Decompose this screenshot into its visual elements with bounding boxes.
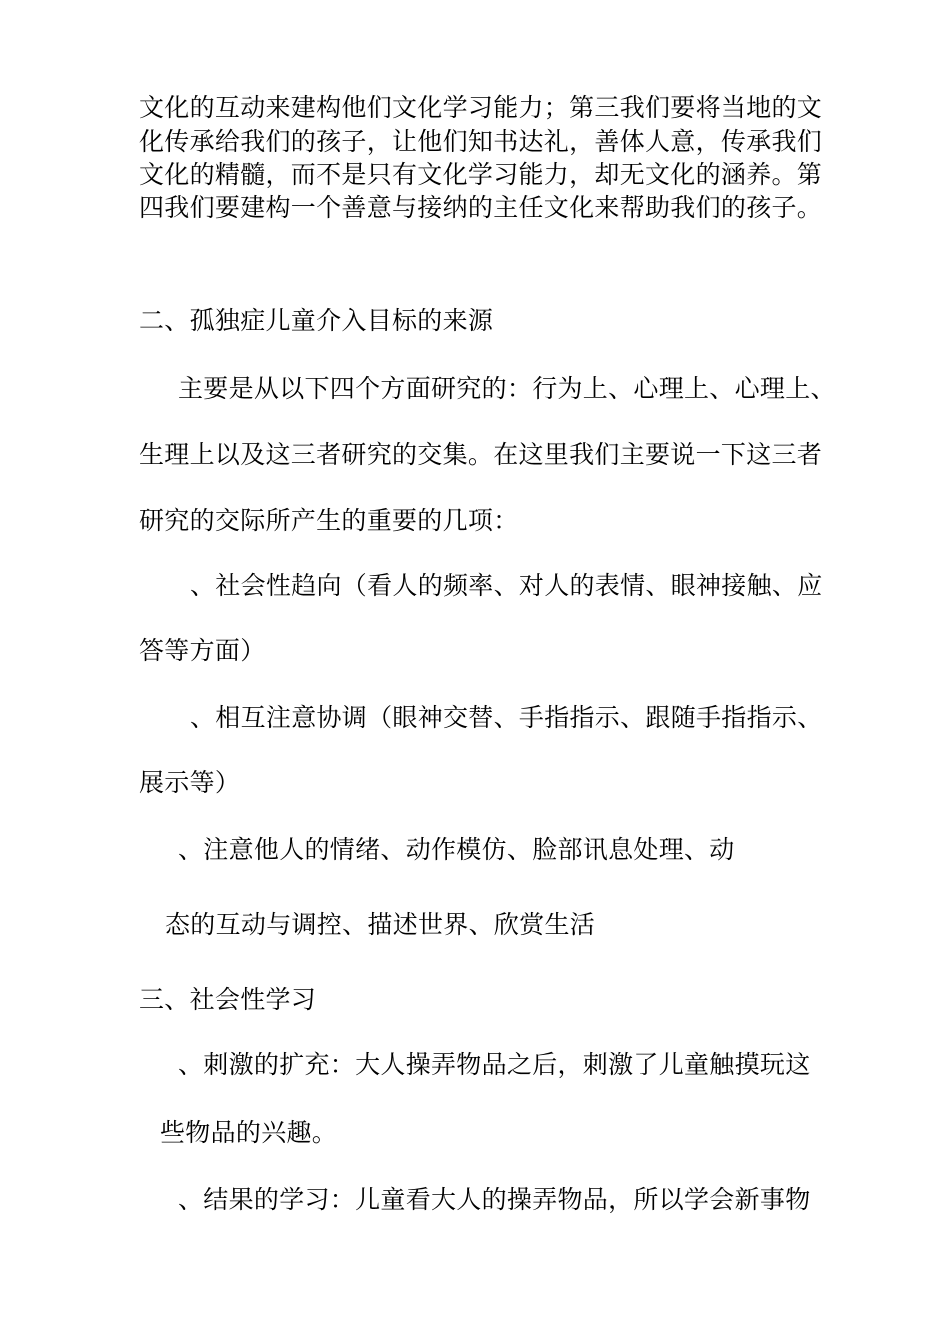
intro-line: 文化的互动来建构他们文化学习能力；第三我们要将当地的文 bbox=[139, 93, 823, 122]
list-item-line: 、注意他人的情绪、动作模仿、脸部讯息处理、动 bbox=[178, 835, 735, 864]
paragraph-line: 生理上以及这三者研究的交集。在这里我们主要说一下这三者 bbox=[139, 440, 823, 469]
paragraph-line: 主要是从以下四个方面研究的：行为上、心理上、心理上、 bbox=[178, 374, 836, 403]
paragraph-line: 研究的交际所产生的重要的几项： bbox=[139, 506, 519, 535]
section-heading: 二、孤独症儿童介入目标的来源 bbox=[139, 306, 494, 335]
list-item-line: 些物品的兴趣。 bbox=[160, 1118, 338, 1147]
list-item-line: 展示等） bbox=[139, 768, 241, 797]
list-item-line: 态的互动与调控、描述世界、欣赏生活 bbox=[165, 910, 596, 939]
intro-line: 文化的精髓，而不是只有文化学习能力，却无文化的涵养。第 bbox=[139, 160, 823, 189]
list-item-line: 、社会性趋向（看人的频率、对人的表情、眼神接触、应 bbox=[190, 571, 823, 600]
list-item-line: 、刺激的扩充：大人操弄物品之后，刺激了儿童触摸玩这 bbox=[178, 1050, 811, 1079]
list-item-line: 、结果的学习：儿童看大人的操弄物品，所以学会新事物 bbox=[178, 1185, 811, 1214]
intro-line: 四我们要建构一个善意与接纳的主任文化来帮助我们的孩子。 bbox=[139, 193, 823, 222]
list-item-line: 、相互注意协调（眼神交替、手指指示、跟随手指指示、 bbox=[190, 703, 823, 732]
list-item-line: 答等方面） bbox=[139, 636, 266, 665]
section-heading: 三、社会性学习 bbox=[139, 985, 317, 1014]
intro-line: 化传承给我们的孩子，让他们知书达礼，善体人意，传承我们 bbox=[139, 127, 823, 156]
